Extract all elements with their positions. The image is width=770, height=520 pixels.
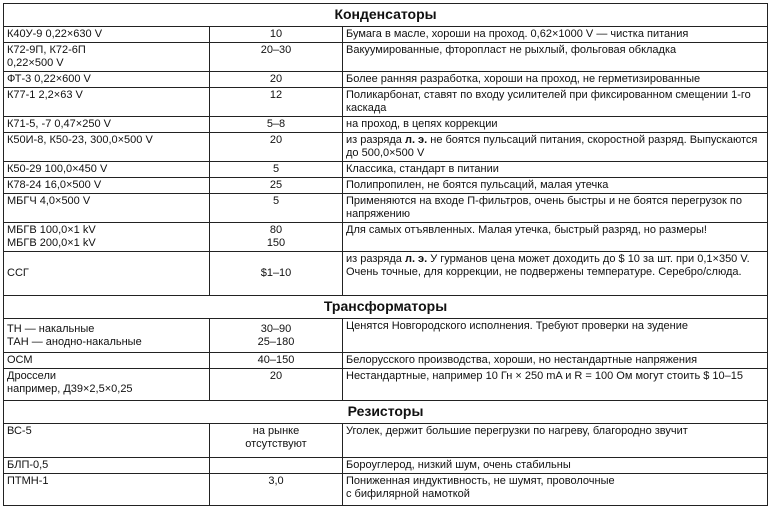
component-name: ПТМН-1 — [4, 474, 210, 506]
component-price: 5 — [210, 194, 343, 223]
component-name: К50И-8, К50-23, 300,0×500 V — [4, 133, 210, 162]
component-price: 3,0 — [210, 474, 343, 506]
component-price: 80 150 — [210, 223, 343, 252]
table-body — [4, 4, 768, 506]
component-description: Бумага в масле, хороши на проход. 0,62×1000 V — чистка питания — [343, 27, 768, 43]
capacitor-row — [4, 117, 768, 133]
resistor-row — [4, 474, 768, 506]
resistor-row — [4, 424, 768, 458]
description-text: не боятся пульсаций питания, скоростной разряд. Выпускаются до 500,0×500 V — [346, 134, 758, 159]
component-description: Для самых отъявленных. Малая утечка, быстрый разряд, но размеры! — [343, 223, 768, 252]
component-name: Дроссели например, Д39×2,5×0,25 — [4, 369, 210, 401]
capacitor-row — [4, 194, 768, 223]
component-description: Полипропилен, не боятся пульсаций, малая утечка — [343, 178, 768, 194]
components-table — [3, 3, 768, 506]
component-price: 25 — [210, 178, 343, 194]
section-header-resistors — [4, 401, 768, 424]
section-header-transformers — [4, 296, 768, 319]
component-price: 20 — [210, 72, 343, 88]
capacitor-row — [4, 27, 768, 43]
component-description: на проход, в цепях коррекции — [343, 117, 768, 133]
component-description: Применяются на входе П-фильтров, очень быстры и не боятся перегрузок по напряжению — [343, 194, 768, 223]
component-name: БЛП-0,5 — [4, 458, 210, 474]
component-name: МБГЧ 4,0×500 V — [4, 194, 210, 223]
component-name: ОСМ — [4, 353, 210, 369]
transformer-row — [4, 353, 768, 369]
component-price: $1–10 — [210, 252, 343, 296]
capacitor-row — [4, 223, 768, 252]
section-title: Конденсаторы — [4, 4, 768, 27]
component-description — [343, 133, 768, 162]
component-name: МБГВ 100,0×1 kV МБГВ 200,0×1 kV — [4, 223, 210, 252]
capacitor-row — [4, 178, 768, 194]
transformer-row — [4, 369, 768, 401]
component-description: Белорусского производства, хороши, но нестандартные напряжения — [343, 353, 768, 369]
component-price: 10 — [210, 27, 343, 43]
component-price — [210, 458, 343, 474]
capacitor-row — [4, 72, 768, 88]
capacitor-row — [4, 88, 768, 117]
capacitor-row — [4, 43, 768, 72]
section-header-capacitors — [4, 4, 768, 27]
description-bold-term: л. э. — [404, 253, 428, 265]
component-description: Уголек, держит большие перегрузки по нагреву, благородно звучит — [343, 424, 768, 458]
component-description: Классика, стандарт в питании — [343, 162, 768, 178]
component-description — [343, 252, 768, 296]
component-name: К77-1 2,2×63 V — [4, 88, 210, 117]
description-prefix: из разряда — [346, 253, 405, 265]
component-name: К78-24 16,0×500 V — [4, 178, 210, 194]
component-price: 20 — [210, 369, 343, 401]
transformer-row — [4, 319, 768, 353]
component-name: К72-9П, К72-6П 0,22×500 V — [4, 43, 210, 72]
component-name: К71-5, -7 0,47×250 V — [4, 117, 210, 133]
component-description: Ценятся Новгородского исполнения. Требуют проверки на зудение — [343, 319, 768, 353]
component-description: Более ранняя разработка, хороши на проход, не герметизированные — [343, 72, 768, 88]
component-name: К40У-9 0,22×630 V — [4, 27, 210, 43]
component-description: Вакуумированные, фторопласт не рыхлый, фольговая обкладка — [343, 43, 768, 72]
resistor-row — [4, 458, 768, 474]
description-bold-term: л. э. — [404, 134, 428, 146]
component-description: Бороуглерод, низкий шум, очень стабильны — [343, 458, 768, 474]
component-price: 12 — [210, 88, 343, 117]
component-name: ФТ-3 0,22×600 V — [4, 72, 210, 88]
section-title: Трансформаторы — [4, 296, 768, 319]
component-price: на рынке отсутствуют — [210, 424, 343, 458]
component-price: 5 — [210, 162, 343, 178]
component-name: ВС-5 — [4, 424, 210, 458]
component-price: 30–90 25–180 — [210, 319, 343, 353]
component-price: 20 — [210, 133, 343, 162]
component-price: 5–8 — [210, 117, 343, 133]
component-name: ТН — накальные ТАН — анодно-накальные — [4, 319, 210, 353]
description-text: У гурманов цена может доходить до $ 10 за шт. при 0,1×350 V. Очень точные, для коррекции, не подвержены температуре. Серебро/слюда. — [346, 253, 750, 278]
capacitor-row — [4, 252, 768, 296]
component-name: К50-29 100,0×450 V — [4, 162, 210, 178]
component-price: 20–30 — [210, 43, 343, 72]
component-description: Поликарбонат, ставят по входу усилителей при фиксированном смещении 1-го каскада — [343, 88, 768, 117]
capacitor-row — [4, 133, 768, 162]
description-prefix: из разряда — [346, 134, 405, 146]
component-price: 40–150 — [210, 353, 343, 369]
component-name: ССГ — [4, 252, 210, 296]
capacitor-row — [4, 162, 768, 178]
section-title: Резисторы — [4, 401, 768, 424]
component-description: Нестандартные, например 10 Гн × 250 mA и R = 100 Ом могут стоить $ 10–15 — [343, 369, 768, 401]
component-description: Пониженная индуктивность, не шумят, проволочные с бифилярной намоткой — [343, 474, 768, 506]
